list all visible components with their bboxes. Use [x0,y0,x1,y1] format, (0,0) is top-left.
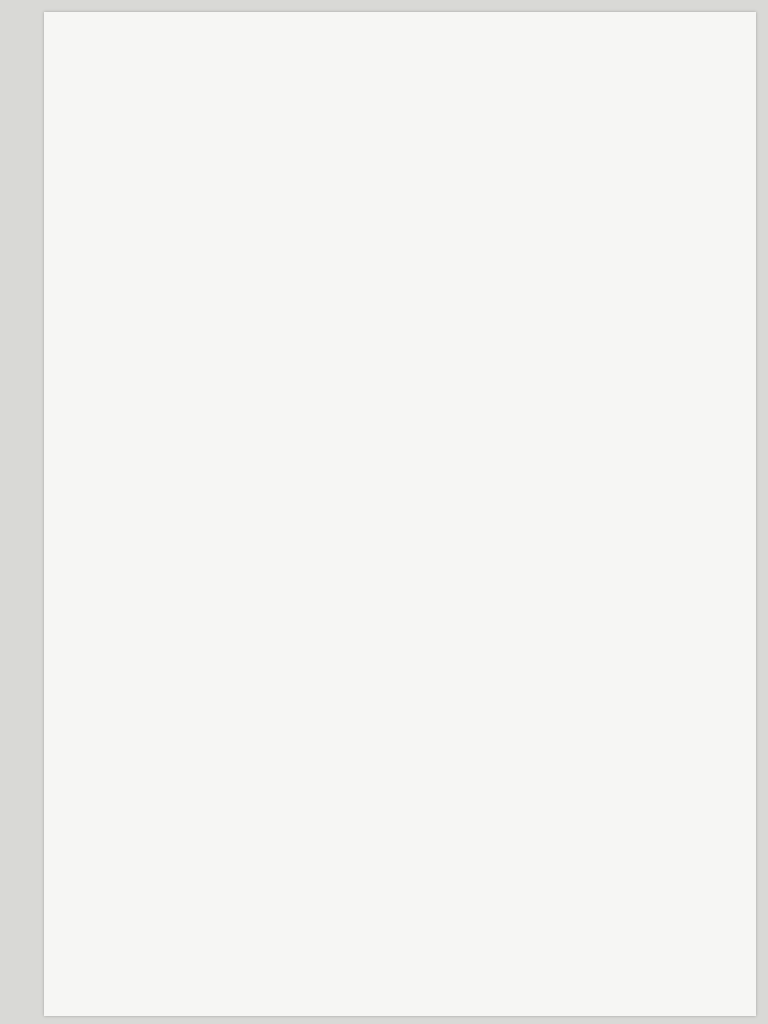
document-page [44,12,756,1016]
